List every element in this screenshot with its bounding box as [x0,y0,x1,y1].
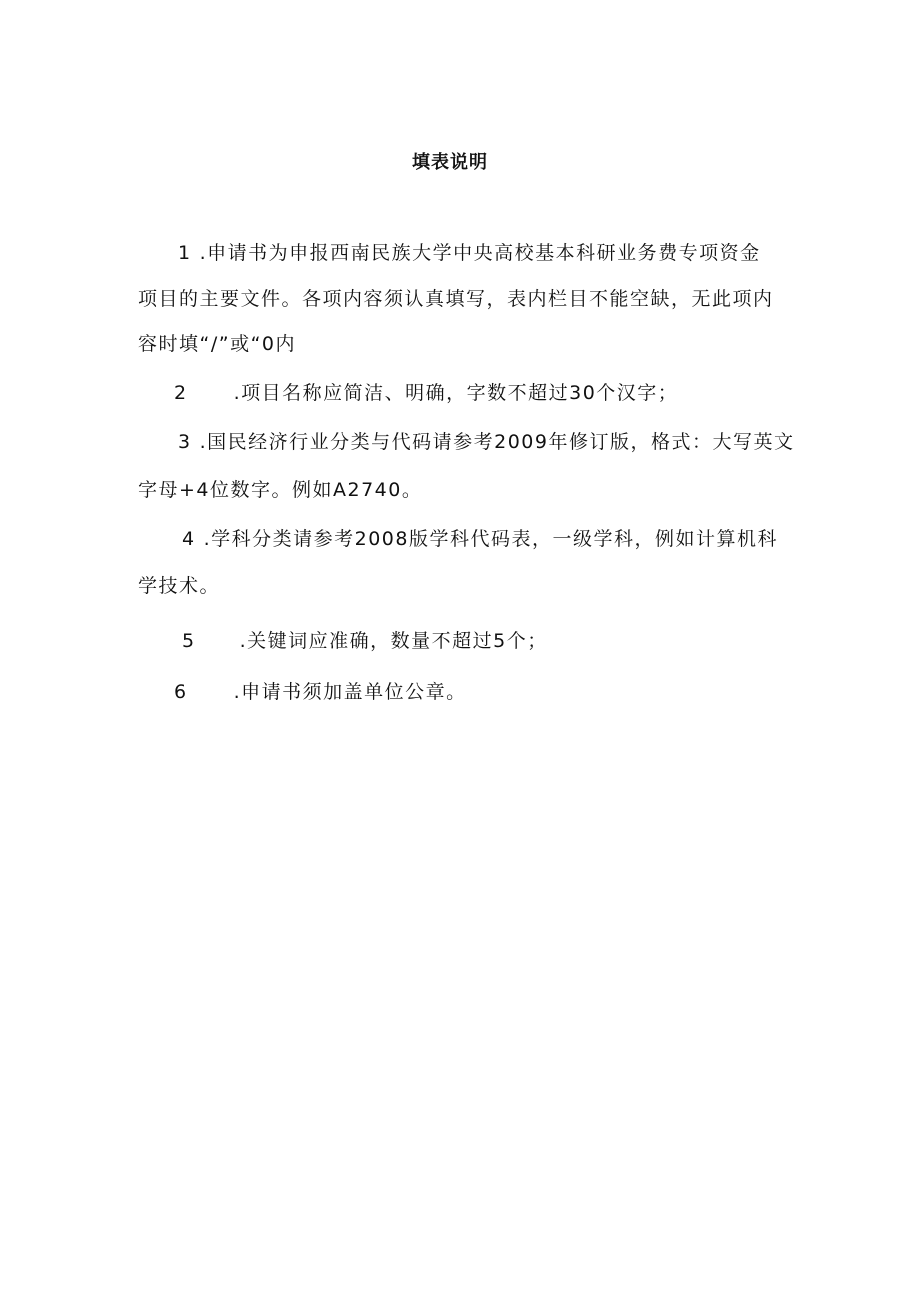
instruction-item-4 [138,528,828,597]
item-number: 4 [182,528,196,550]
item-4-line-1 [138,530,828,549]
item-text: .国民经济行业分类与代码请参考2009年修订版，格式：大写英文 [199,431,795,453]
item-3-line-2: 字母+4位数字。例如A2740。 [138,479,423,501]
instruction-item-5 [138,632,828,651]
item-3-line-1 [138,433,828,452]
item-5-line-1 [138,632,828,651]
item-text: .学科分类请参考2008版学科代码表，一级学科，例如计算机科 [203,528,778,550]
instruction-item-2 [138,384,828,403]
item-6-line-1 [138,683,828,702]
item-2-line-1 [138,384,828,403]
item-1-line-3: 容时填“/”或“0内 [138,333,297,355]
instruction-item-6 [138,683,828,702]
instruction-item-3 [138,431,828,501]
instruction-item-1 [138,242,828,355]
item-number: 5 [182,630,196,652]
item-1-line-1 [138,244,828,263]
item-1-line-2: 项目的主要文件。各项内容须认真填写，表内栏目不能空缺，无此项内 [138,288,774,310]
item-text: .申请书须加盖单位公章。 [233,681,467,703]
item-text: .项目名称应简洁、明确，字数不超过30个汉字； [233,382,679,404]
item-4-line-2: 学技术。 [138,575,221,597]
item-number: 3 [178,431,192,453]
item-text: .申请书为申报西南民族大学中央高校基本科研业务费专项资金 [199,242,761,264]
page-title: 填表说明 [412,152,488,173]
item-number: 2 [174,382,188,404]
item-number: 1 [178,242,192,264]
item-text: .关键词应准确，数量不超过5个； [239,630,548,652]
item-number: 6 [174,681,188,703]
